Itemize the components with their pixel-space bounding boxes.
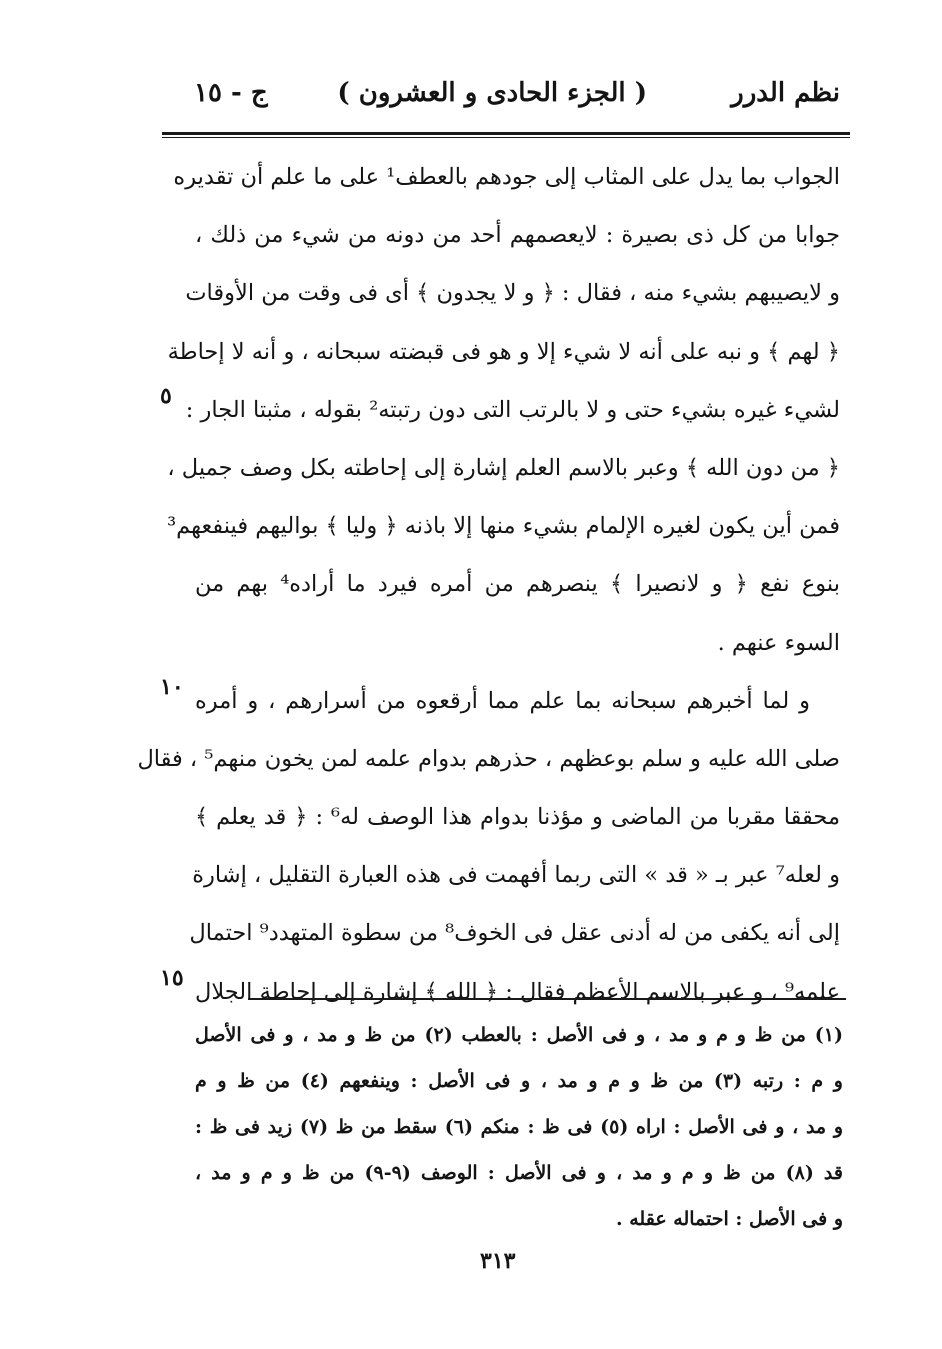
footnote-rule — [248, 998, 846, 1000]
text-line: محققا مقربا من الماضى و مؤذنا بدوام هذا الوصف له⁶ : ﴿ قد يعلم ﴾ — [195, 804, 840, 831]
footnote-line: و م : رتبه (٣) من ظ و م و مد ، و فى الأصل : وينفعهم (٤) من ظ و م — [195, 1070, 843, 1092]
text-line: ﴿ لهم ﴾ و نبه على أنه لا شيء إلا و هو فى قبضته سبحانه ، و أنه لا إحاطة — [167, 338, 840, 365]
footnote-line: و فى الأصل : احتماله عقله . — [616, 1208, 843, 1230]
footnote-line: (١) من ظ و م و مد ، و فى الأصل : بالعطب (٢) من ظ و مد ، و فى الأصل — [195, 1024, 843, 1046]
header-rule — [162, 132, 850, 135]
text-line: و لايصيبهم بشيء منه ، فقال : ﴿ و لا يجدون ﴾ أى فى وقت من الأوقات — [185, 280, 840, 307]
running-head — [162, 78, 852, 122]
footnote-line: قد (٨) من ظ و م و مد ، و فى الأصل : الوصف (٩-٩) من ظ و م و مد ، — [195, 1162, 843, 1184]
footnote-line: و مد ، و فى الأصل : اراه (٥) فى ظ : منكم (٦) سقط من ظ (٧) زيد فى ظ : — [195, 1116, 844, 1138]
volume-number: ج - ١٥ — [194, 78, 268, 108]
text-line: جوابا من كل ذى بصيرة : لايعصمهم أحد من دونه من شيء من ذلك ، — [195, 222, 840, 249]
text-line: علمه⁹ ، و عبر بالاسم الأعظم فقال : ﴿ الله ﴾ إشارة إلى إحاطة الجلال — [195, 978, 840, 1005]
text-line: و لعله⁷ عبر بـ « قد » التى ربما أفهمت فى هذه العبارة التقليل ، إشارة — [192, 862, 840, 889]
text-line: الجواب بما يدل على المثاب إلى جودهم بالعطف¹ على ما علم أن تقديره — [173, 164, 840, 190]
text-line: فمن أين يكون لغيره الإلمام بشيء منها إلا باذنه ﴿ وليا ﴾ بواليهم فينفعهم³ — [167, 513, 840, 540]
text-line: بنوع نفع ﴿ و لانصيرا ﴾ ينصرهم من أمره فيرد ما أراده⁴ بهم من — [195, 571, 840, 598]
part-title: ( الجزء الحادى و العشرون ) — [337, 78, 647, 108]
footnotes — [195, 1012, 843, 1242]
text-line: و لما أخبرهم سبحانه بما علم مما أرقعوه من أسرارهم ، و أمره — [195, 687, 810, 714]
line-number-15: ١٥ — [160, 965, 184, 991]
header-rule-thin — [162, 137, 850, 138]
text-line: ﴿ من دون الله ﴾ وعبر بالاسم العلم إشارة إلى إحاطته بكل وصف جميل ، — [167, 454, 840, 481]
page-number: ٣١٣ — [480, 1248, 516, 1274]
line-number-10: ١٠ — [160, 674, 184, 700]
text-line: صلى الله عليه و سلم بوعظهم ، حذرهم بدوام علمه لمن يخون منهم⁵ ، فقال — [137, 745, 840, 772]
text-line: السوء عنهم . — [717, 629, 840, 656]
line-number-5: ٥ — [160, 383, 172, 409]
text-line: إلى أنه يكفى من له أدنى عقل فى الخوف⁸ من سطوة المتهدد⁹ احتمال — [189, 920, 840, 947]
text-line: لشيء غيره بشيء حتى و لا بالرتب التى دون رتبته² بقوله ، مثبتا الجار : — [185, 396, 840, 423]
book-title: نظم الدرر — [731, 78, 840, 108]
